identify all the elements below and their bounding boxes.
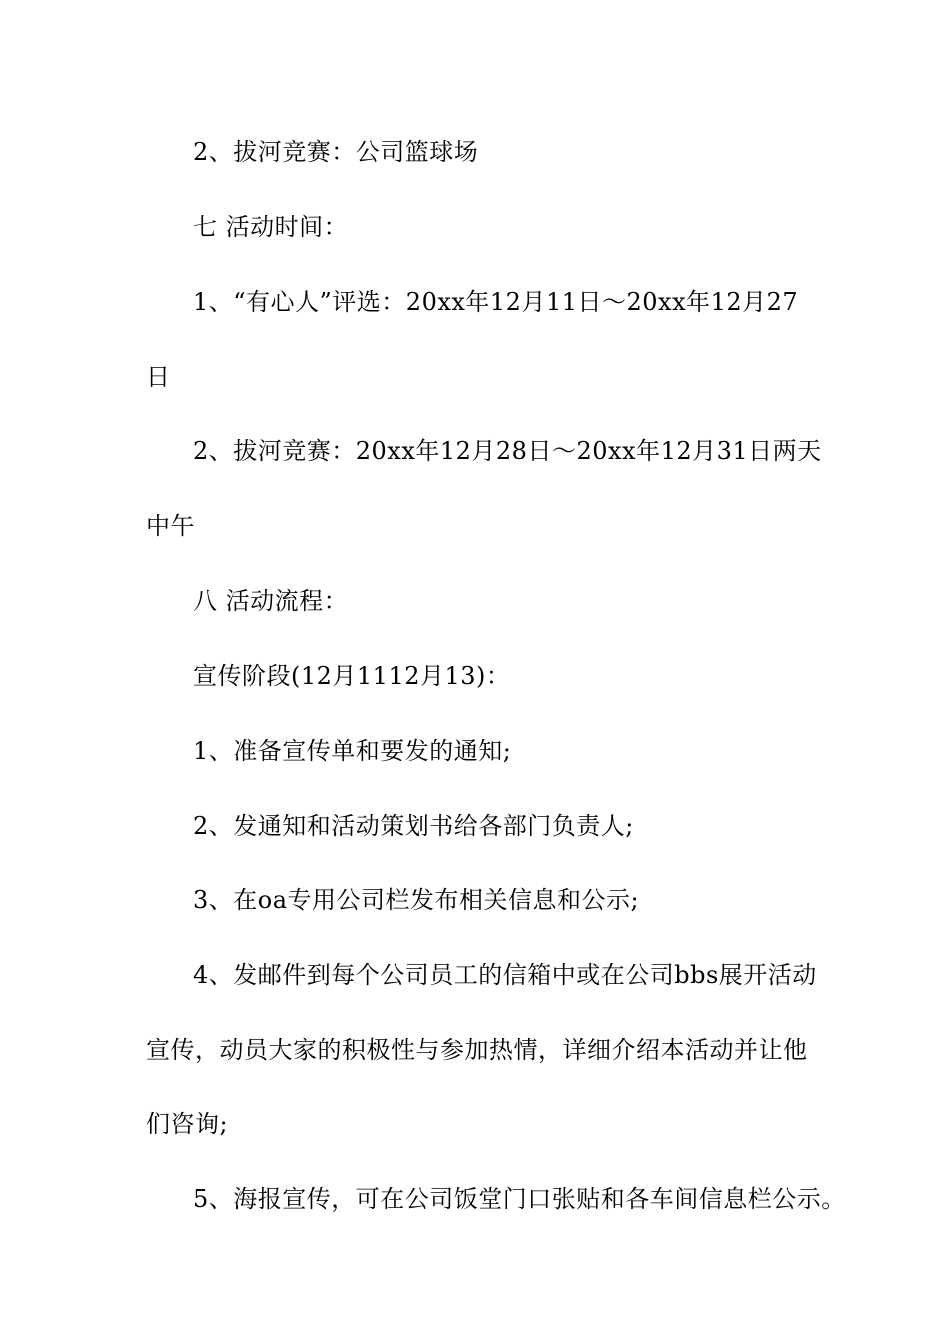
promotion-item-3: 3、在oa专用公司栏发布相关信息和公示; — [193, 886, 640, 914]
promotion-item-1: 1、准备宣传单和要发的通知; — [193, 737, 512, 765]
promotion-item-4-line-1: 4、发邮件到每个公司员工的信箱中或在公司bbs展开活动 — [193, 961, 817, 989]
promotion-item-5: 5、海报宣传，可在公司饭堂门口张贴和各车间信息栏公示。 — [193, 1185, 846, 1213]
promotion-stage-heading: 宣传阶段(12月1112月13)： — [193, 662, 511, 690]
time-tug-of-war-line-2: 中午 — [146, 512, 195, 540]
promotion-item-4-line-2: 宣传，动员大家的积极性与参加热情，详细介绍本活动并让他 — [146, 1036, 808, 1064]
promotion-item-4-line-3: 们咨询; — [146, 1110, 229, 1138]
promotion-item-2: 2、发通知和活动策划书给各部门负责人; — [193, 812, 634, 840]
time-selection-line-1: 1、“有心人”评选：20xx年12月11日～20xx年12月27 — [193, 288, 799, 316]
venue-tug-of-war: 2、拔河竞赛：公司篮球场 — [193, 138, 479, 166]
time-selection-line-2: 日 — [146, 363, 171, 391]
time-tug-of-war-line-1: 2、拔河竞赛：20xx年12月28日～20xx年12月31日两天 — [193, 437, 822, 465]
section-heading-activity-time: 七 活动时间： — [193, 213, 349, 241]
section-heading-activity-process: 八 活动流程： — [193, 587, 349, 615]
